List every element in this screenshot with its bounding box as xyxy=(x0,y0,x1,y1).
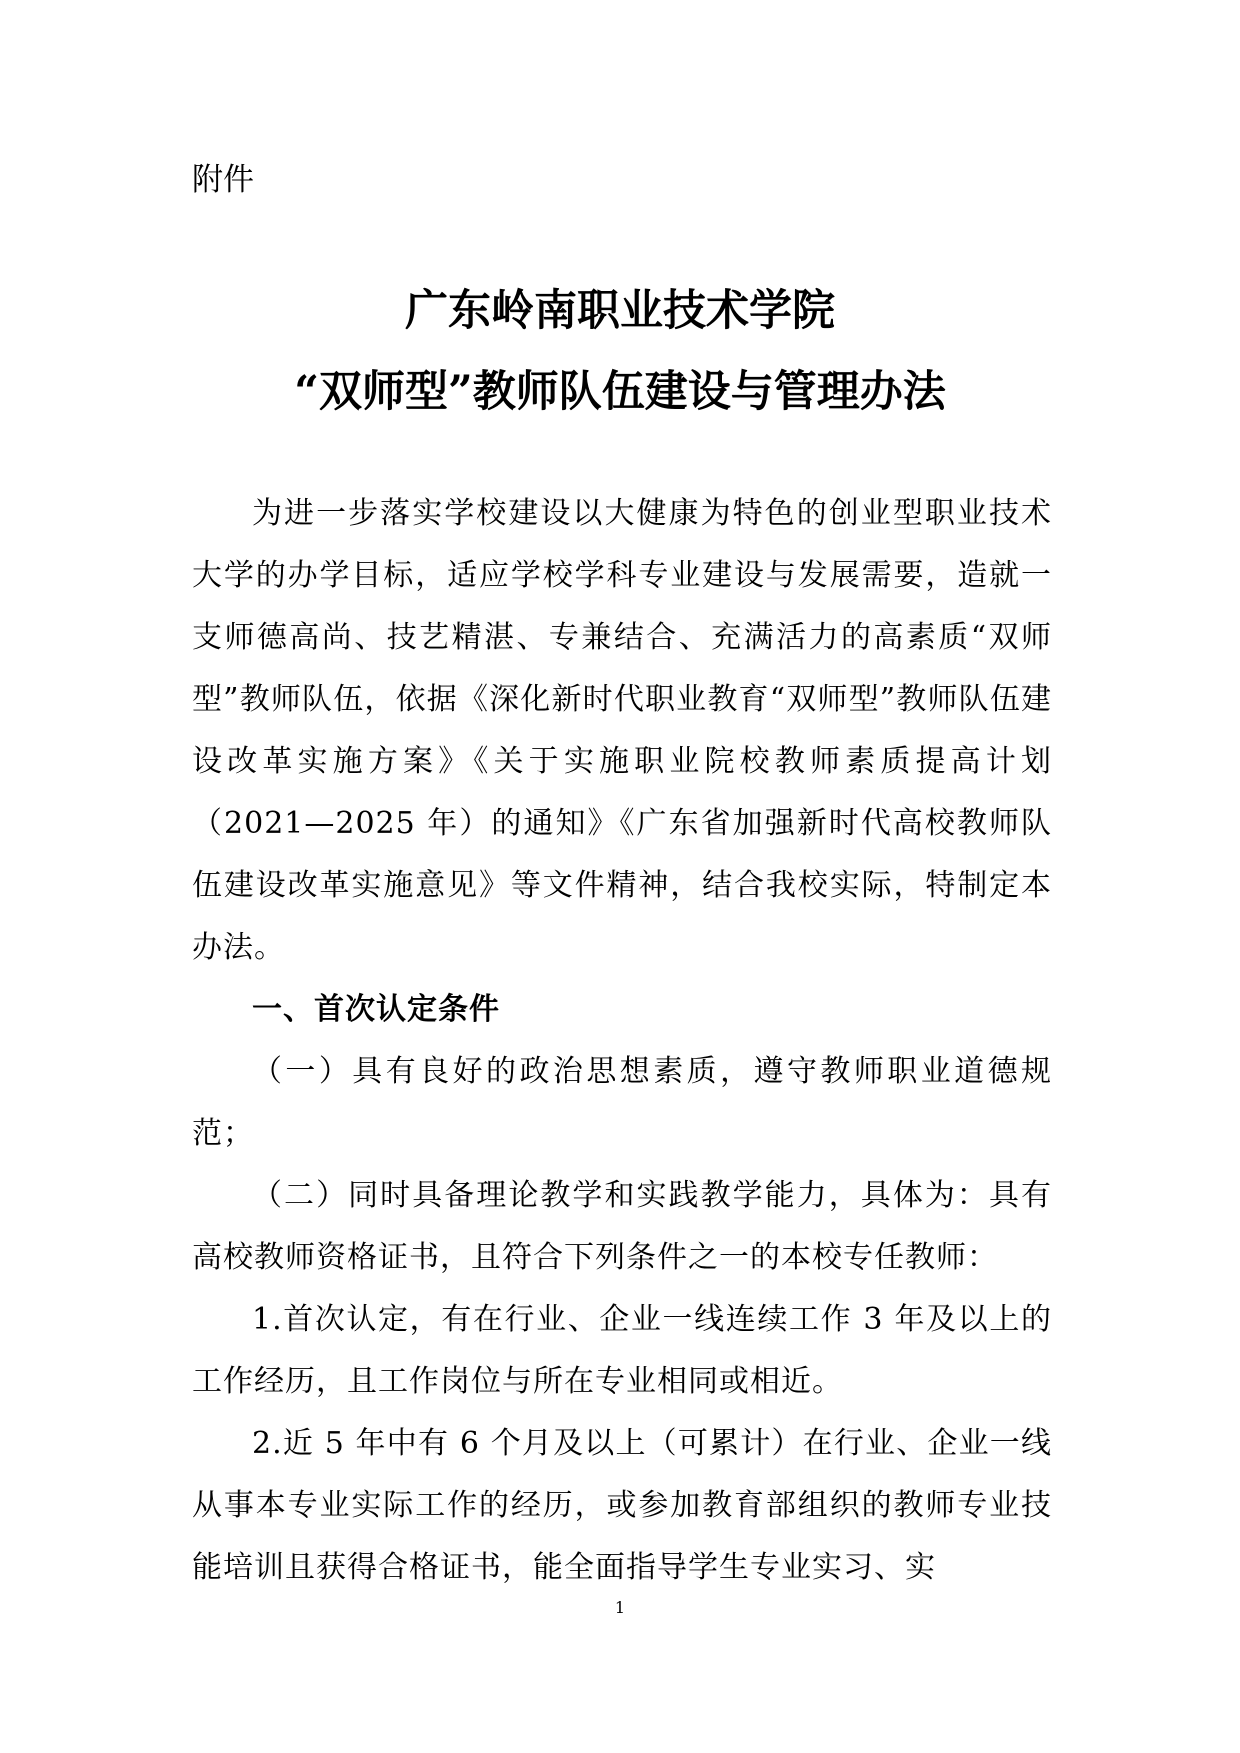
list-item: （二）同时具备理论教学和实践教学能力，具体为：具有高校教师资格证书，且符合下列条件之一的本校专任教师： xyxy=(192,1178,1052,1275)
document-body xyxy=(192,483,1052,1599)
sub-list-item: 1.首次认定，有在行业、企业一线连续工作 3 年及以上的工作经历，且工作岗位与所在专业相同或相近。 xyxy=(192,1302,1052,1399)
sub-list-item: 2.近 5 年中有 6 个月及以上（可累计）在行业、企业一线从事本专业实际工作的经历，或参加教育部组织的教师专业技能培训且获得合格证书，能全面指导学生专业实习、实 xyxy=(192,1426,1052,1585)
section-heading: 一、首次认定条件 xyxy=(252,992,500,1027)
attachment-label: 附件 xyxy=(192,162,254,198)
intro-paragraph: 为进一步落实学校建设以大健康为特色的创业型职业技术大学的办学目标，适应学校学科专业建设与发展需要，造就一支师德高尚、技艺精湛、专兼结合、充满活力的高素质“双师型”教师队伍，依据《深化新时代职业教育“双师型”教师队伍建设改革实施方案》《关于实施职业院校教师素质提高计划（2021—2025 年）的通知》《广东省加强新时代高校教师队伍建设改革实施意见》等文件精神，结合我校实际，特制定本办法。 xyxy=(192,496,1052,965)
document-title-line-2: “双师型”教师队伍建设与管理办法 xyxy=(294,367,946,417)
list-item: （一）具有良好的政治思想素质，遵守教师职业道德规范； xyxy=(192,1054,1052,1151)
document-title-line-1: 广东岭南职业技术学院 xyxy=(405,286,835,336)
page-number: 1 xyxy=(614,1598,626,1617)
